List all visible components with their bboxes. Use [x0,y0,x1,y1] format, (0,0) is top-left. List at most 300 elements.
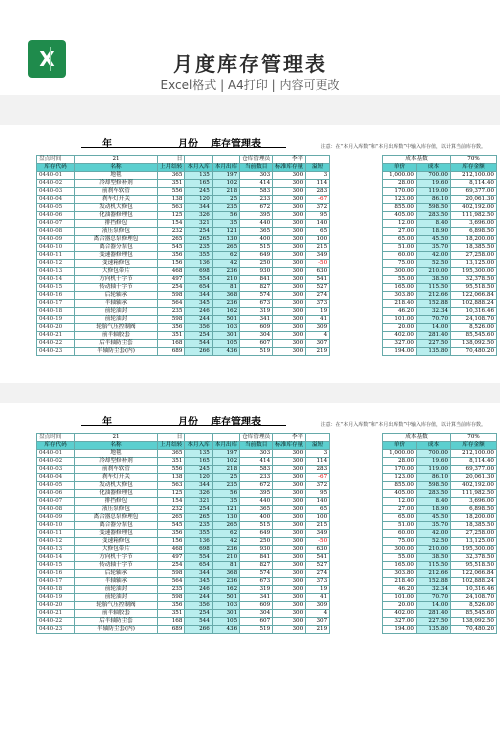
table-cell[interactable]: 300 [273,474,306,482]
table-cell[interactable]: 300 [273,546,306,554]
table-cell[interactable]: 0440-01 [37,450,75,458]
table-cell[interactable]: 344 [185,292,212,300]
table-cell[interactable]: 变速箱修包 [75,260,158,268]
cost-cell[interactable]: 38.50 [417,554,451,562]
cost-cell[interactable]: 18,200.00 [451,236,497,244]
table-cell[interactable]: 方向机十字节 [75,554,158,562]
table-cell[interactable]: 300 [273,188,306,196]
table-cell[interactable]: 235 [212,204,239,212]
cost-cell[interactable]: 402.00 [383,332,417,340]
cost-cell[interactable]: 855.00 [383,204,417,212]
table-cell[interactable]: 414 [240,458,273,466]
table-cell[interactable]: 19 [306,586,330,594]
cost-cell[interactable]: 123.00 [383,474,417,482]
table-cell[interactable]: 233 [240,196,273,204]
table-cell[interactable]: 501 [212,316,239,324]
cost-cell[interactable]: 303.80 [383,292,417,300]
cost-cell[interactable]: 32.34 [417,308,451,316]
table-cell[interactable]: 0440-21 [37,332,75,340]
cost-cell[interactable]: 55.00 [383,554,417,562]
table-cell[interactable]: 215 [306,522,330,530]
table-cell[interactable]: 300 [273,594,306,602]
cost-cell[interactable]: 8,526.00 [451,602,497,610]
table-cell[interactable]: 135 [185,172,212,180]
table-cell[interactable]: 344 [185,482,212,490]
table-cell[interactable]: 冷却型修补剂 [75,180,158,188]
table-cell[interactable]: 598 [158,292,185,300]
table-cell[interactable]: 673 [240,578,273,586]
table-cell[interactable]: 0440-20 [37,602,75,610]
cost-cell[interactable]: 227.50 [417,340,451,348]
table-cell[interactable]: 356 [158,602,185,610]
table-cell[interactable]: 607 [240,618,273,626]
table-cell[interactable]: 114 [306,458,330,466]
cost-cell[interactable]: 281.40 [417,610,451,618]
cost-cell[interactable]: 12.00 [383,220,417,228]
cost-cell[interactable]: 70.70 [417,316,451,324]
table-cell[interactable]: 265 [212,522,239,530]
cost-cell[interactable]: 300.00 [383,268,417,276]
table-cell[interactable]: 349 [306,252,330,260]
table-cell[interactable]: 235 [212,482,239,490]
table-cell[interactable]: 0440-02 [37,180,75,188]
table-cell[interactable]: 244 [185,594,212,602]
table-cell[interactable]: 300 [273,268,306,276]
table-cell[interactable]: 274 [306,570,330,578]
table-cell[interactable]: 变速箱修包 [75,538,158,546]
table-cell[interactable]: 300 [273,458,306,466]
table-cell[interactable]: 300 [273,236,306,244]
table-cell[interactable]: 250 [240,260,273,268]
table-cell[interactable]: 300 [273,316,306,324]
table-cell[interactable]: 前半轴胶套 [75,610,158,618]
table-cell[interactable]: 0440-18 [37,308,75,316]
table-cell[interactable]: 前刹车软管 [75,188,158,196]
table-cell[interactable]: 62 [212,252,239,260]
table-cell[interactable]: 583 [240,188,273,196]
cost-cell[interactable]: 6,898.50 [451,506,497,514]
table-cell[interactable]: 283 [306,188,330,196]
table-cell[interactable]: 0440-07 [37,498,75,506]
cost-cell[interactable]: 135.80 [417,348,451,356]
cost-cell[interactable]: 32,378.50 [451,554,497,562]
table-cell[interactable]: 235 [185,244,212,252]
table-cell[interactable]: 545 [158,244,185,252]
table-cell[interactable]: 传动轴十字节 [75,284,158,292]
table-cell[interactable]: 0440-20 [37,324,75,332]
table-cell[interactable]: 25 [212,474,239,482]
table-cell[interactable]: 351 [158,458,185,466]
table-cell[interactable]: 254 [158,562,185,570]
table-cell[interactable]: 排挡修包 [75,498,158,506]
cost-cell[interactable]: 210.00 [417,546,451,554]
table-cell[interactable]: 254 [185,332,212,340]
table-cell[interactable]: 544 [185,618,212,626]
table-cell[interactable]: 556 [158,188,185,196]
table-cell[interactable]: 527 [306,562,330,570]
table-cell[interactable]: 95 [306,212,330,220]
table-cell[interactable]: 373 [306,300,330,308]
cost-cell[interactable]: 212,100.00 [451,172,497,180]
table-cell[interactable]: 544 [185,340,212,348]
table-cell[interactable]: 654 [185,562,212,570]
cost-cell[interactable]: 855.00 [383,482,417,490]
table-cell[interactable]: 102 [212,180,239,188]
table-cell[interactable]: 365 [240,228,273,236]
table-cell[interactable]: 300 [273,610,306,618]
table-cell[interactable]: 300 [273,348,306,356]
table-cell[interactable]: 254 [158,284,185,292]
table-cell[interactable]: 351 [158,332,185,340]
cost-cell[interactable]: 152.88 [417,578,451,586]
table-cell[interactable]: 300 [273,450,306,458]
table-cell[interactable]: 300 [273,308,306,316]
table-cell[interactable]: 301 [212,610,239,618]
table-cell[interactable]: 0440-04 [37,474,75,482]
table-cell[interactable]: 218 [212,188,239,196]
table-cell[interactable]: 672 [240,482,273,490]
table-cell[interactable]: 方向机十字节 [75,276,158,284]
table-cell[interactable]: 25 [212,196,239,204]
table-cell[interactable]: 219 [306,626,330,634]
cost-cell[interactable]: 119.00 [417,188,451,196]
table-cell[interactable]: 300 [273,260,306,268]
table-cell[interactable]: 365 [240,506,273,514]
table-cell[interactable]: 56 [212,212,239,220]
info-cell[interactable] [306,156,330,164]
table-cell[interactable]: 672 [240,204,273,212]
cost-cell[interactable]: 101.00 [383,594,417,602]
table-cell[interactable]: 232 [158,228,185,236]
table-cell[interactable]: 254 [185,506,212,514]
table-cell[interactable]: 609 [240,324,273,332]
table-cell[interactable]: 274 [306,292,330,300]
table-cell[interactable]: 4 [306,610,330,618]
table-cell[interactable]: 265 [158,514,185,522]
table-cell[interactable]: 300 [273,626,306,634]
cost-cell[interactable]: 24,108.70 [451,316,497,324]
cost-cell[interactable]: 111,982.50 [451,490,497,498]
cost-cell[interactable]: 138,092.50 [451,340,497,348]
table-cell[interactable]: 673 [240,300,273,308]
table-cell[interactable]: 355 [185,530,212,538]
table-cell[interactable]: 368 [212,292,239,300]
table-cell[interactable]: 440 [240,220,273,228]
cost-cell[interactable]: 212.66 [417,570,451,578]
cost-cell[interactable]: 598.50 [417,482,451,490]
table-cell[interactable]: 345 [185,300,212,308]
table-cell[interactable]: 300 [273,522,306,530]
cost-cell[interactable]: 10,316.46 [451,586,497,594]
cost-cell[interactable]: 52.50 [417,538,451,546]
cost-cell[interactable]: 51.00 [383,244,417,252]
table-cell[interactable]: 3 [306,450,330,458]
cost-cell[interactable]: 700.00 [417,172,451,180]
cost-cell[interactable]: 75.00 [383,538,417,546]
cost-cell[interactable]: 218.40 [383,578,417,586]
info-cell[interactable]: 仓库管理员 [240,434,273,442]
table-cell[interactable]: 138 [158,474,185,482]
table-cell[interactable]: 0440-16 [37,292,75,300]
table-cell[interactable]: 930 [240,268,273,276]
table-cell[interactable]: 698 [185,268,212,276]
table-cell[interactable]: 3 [306,172,330,180]
table-cell[interactable]: 197 [212,450,239,458]
table-cell[interactable]: 232 [158,506,185,514]
table-cell[interactable]: 300 [273,538,306,546]
table-cell[interactable]: 355 [185,252,212,260]
table-cell[interactable]: 地毯 [75,450,158,458]
table-cell[interactable]: 303 [240,172,273,180]
cost-cell[interactable]: 35.70 [417,522,451,530]
table-cell[interactable]: 56 [212,490,239,498]
table-cell[interactable]: 235 [158,308,185,316]
table-cell[interactable]: 607 [240,340,273,348]
cost-cell[interactable]: 218.40 [383,300,417,308]
cost-cell[interactable]: 283.50 [417,212,451,220]
cost-cell[interactable]: 8.40 [417,220,451,228]
table-cell[interactable]: 0440-14 [37,554,75,562]
table-cell[interactable]: 254 [185,228,212,236]
table-cell[interactable]: 130 [212,236,239,244]
table-cell[interactable]: 前半轴胶套 [75,332,158,340]
cost-cell[interactable]: 18.90 [417,228,451,236]
cost-cell[interactable]: 32,378.50 [451,276,497,284]
cost-cell[interactable]: 20,061.30 [451,196,497,204]
table-cell[interactable]: 半轴防尘套(内) [75,626,158,634]
table-cell[interactable]: 630 [306,546,330,554]
table-cell[interactable]: 372 [306,204,330,212]
table-cell[interactable]: -50 [306,260,330,268]
table-cell[interactable]: 传动轴十字节 [75,562,158,570]
table-cell[interactable]: 841 [240,554,273,562]
table-cell[interactable]: 300 [273,324,306,332]
cost-cell[interactable]: 85,545.60 [451,610,497,618]
table-cell[interactable]: 半轴轴承 [75,578,158,586]
cost-cell[interactable]: 13,125.00 [451,260,497,268]
table-cell[interactable]: 219 [306,348,330,356]
table-cell[interactable]: 121 [212,228,239,236]
table-cell[interactable]: 发动机大修包 [75,204,158,212]
table-cell[interactable]: 0440-18 [37,586,75,594]
cost-cell[interactable]: 8,114.40 [451,180,497,188]
table-cell[interactable]: 300 [273,570,306,578]
info-cell[interactable] [185,156,212,164]
table-cell[interactable]: 468 [158,268,185,276]
cost-cell[interactable]: 700.00 [417,450,451,458]
table-cell[interactable]: 离合器分泵包 [75,244,158,252]
table-cell[interactable]: 300 [273,220,306,228]
cost-cell[interactable]: 18,385.50 [451,244,497,252]
table-cell[interactable]: 554 [185,276,212,284]
table-cell[interactable]: 609 [240,602,273,610]
table-cell[interactable]: 497 [158,276,185,284]
table-cell[interactable]: 436 [212,348,239,356]
cost-cell[interactable]: 6,898.50 [451,228,497,236]
cost-cell[interactable]: 212,100.00 [451,450,497,458]
table-cell[interactable]: 368 [212,570,239,578]
table-cell[interactable]: 0440-05 [37,204,75,212]
table-cell[interactable]: 300 [273,276,306,284]
info-cell[interactable] [212,156,239,164]
table-cell[interactable]: 827 [240,284,273,292]
table-cell[interactable]: 0440-17 [37,578,75,586]
table-cell[interactable]: 168 [158,618,185,626]
cost-cell[interactable]: 20.00 [383,602,417,610]
cost-cell[interactable]: 70,480.20 [451,626,497,634]
table-cell[interactable]: 变速器修理包 [75,530,158,538]
table-cell[interactable]: 168 [158,340,185,348]
table-cell[interactable]: 前刹车软管 [75,466,158,474]
table-cell[interactable]: 300 [273,284,306,292]
table-cell[interactable]: 307 [306,340,330,348]
table-cell[interactable]: 0440-17 [37,300,75,308]
cost-cell[interactable]: 152.88 [417,300,451,308]
table-cell[interactable]: 356 [185,324,212,332]
cost-cell[interactable]: 19.60 [417,458,451,466]
table-cell[interactable]: 689 [158,626,185,634]
table-cell[interactable]: 0440-11 [37,530,75,538]
table-cell[interactable]: 554 [185,554,212,562]
table-cell[interactable]: 4 [306,332,330,340]
table-cell[interactable]: 136 [185,538,212,546]
cost-cell[interactable]: 45.50 [417,236,451,244]
table-cell[interactable]: 365 [158,450,185,458]
table-cell[interactable]: 649 [240,252,273,260]
cost-cell[interactable]: 1,000.00 [383,450,417,458]
cost-cell[interactable]: 32.34 [417,586,451,594]
table-cell[interactable]: 0440-12 [37,260,75,268]
table-cell[interactable]: -67 [306,196,330,204]
table-cell[interactable]: 527 [306,284,330,292]
table-cell[interactable]: 后半轴防尘套 [75,340,158,348]
table-cell[interactable]: 395 [240,490,273,498]
cost-cell[interactable]: 10,316.46 [451,308,497,316]
table-cell[interactable]: 300 [273,586,306,594]
table-cell[interactable]: 0440-16 [37,570,75,578]
table-cell[interactable]: 300 [273,332,306,340]
table-cell[interactable]: 373 [306,578,330,586]
cost-cell[interactable]: 14.00 [417,324,451,332]
table-cell[interactable]: 356 [185,602,212,610]
cost-cell[interactable]: 24,108.70 [451,594,497,602]
table-cell[interactable]: 698 [185,546,212,554]
cost-cell[interactable]: 212.66 [417,292,451,300]
table-cell[interactable]: 300 [273,466,306,474]
table-cell[interactable]: 326 [185,490,212,498]
table-cell[interactable]: 304 [240,610,273,618]
cost-cell[interactable]: 42.00 [417,252,451,260]
cost-cell[interactable]: 69,377.00 [451,466,497,474]
table-cell[interactable]: 468 [158,546,185,554]
cost-cell[interactable]: 18,385.50 [451,522,497,530]
table-cell[interactable]: 245 [185,188,212,196]
table-cell[interactable]: 300 [273,618,306,626]
table-cell[interactable]: 300 [273,292,306,300]
cost-cell[interactable]: 111,982.50 [451,212,497,220]
table-cell[interactable]: 266 [185,626,212,634]
table-cell[interactable]: 0440-09 [37,236,75,244]
table-cell[interactable]: 120 [185,474,212,482]
cost-cell[interactable]: 327.00 [383,618,417,626]
cost-cell[interactable]: 405.00 [383,212,417,220]
table-cell[interactable]: 300 [273,506,306,514]
cost-cell[interactable]: 135.80 [417,626,451,634]
table-cell[interactable]: 135 [185,450,212,458]
table-cell[interactable]: 136 [185,260,212,268]
table-cell[interactable]: 41 [306,316,330,324]
cost-cell[interactable]: 227.50 [417,618,451,626]
table-cell[interactable]: 冷却型修补剂 [75,458,158,466]
cost-cell[interactable]: 300.00 [383,546,417,554]
cost-cell[interactable]: 165.00 [383,284,417,292]
table-cell[interactable]: 0440-11 [37,252,75,260]
table-cell[interactable]: 303 [240,450,273,458]
table-cell[interactable]: 300 [273,490,306,498]
table-cell[interactable]: 440 [240,498,273,506]
table-cell[interactable]: 0440-10 [37,244,75,252]
table-cell[interactable]: 564 [158,578,185,586]
table-cell[interactable]: 210 [212,276,239,284]
cost-cell[interactable]: 138,092.50 [451,618,497,626]
table-cell[interactable]: 42 [212,538,239,546]
cost-cell[interactable]: 194.00 [383,348,417,356]
table-cell[interactable]: 300 [273,554,306,562]
cost-cell[interactable]: 195,300.00 [451,546,497,554]
table-cell[interactable]: 344 [185,204,212,212]
table-cell[interactable]: 519 [240,626,273,634]
table-cell[interactable]: 后轮轴承 [75,292,158,300]
info-cell[interactable] [212,434,239,442]
table-cell[interactable]: 0440-19 [37,316,75,324]
table-cell[interactable]: 0440-23 [37,626,75,634]
cost-base-value[interactable]: 70% [451,434,497,442]
table-cell[interactable]: 233 [240,474,273,482]
table-cell[interactable]: 0440-21 [37,610,75,618]
cost-cell[interactable]: 19.60 [417,180,451,188]
table-cell[interactable]: 197 [212,172,239,180]
table-cell[interactable]: 0440-07 [37,220,75,228]
table-cell[interactable]: 162 [212,308,239,316]
table-cell[interactable]: 300 [273,530,306,538]
cost-cell[interactable]: 119.00 [417,466,451,474]
table-cell[interactable]: 300 [273,602,306,610]
cost-cell[interactable]: 85,545.60 [451,332,497,340]
table-cell[interactable]: 65 [306,228,330,236]
cost-cell[interactable]: 303.80 [383,570,417,578]
table-cell[interactable]: 液压泵修包 [75,228,158,236]
table-cell[interactable]: 300 [273,482,306,490]
table-cell[interactable]: 541 [306,554,330,562]
info-cell[interactable]: 盘点时间 [37,156,75,164]
cost-cell[interactable]: 12.00 [383,498,417,506]
table-cell[interactable]: 574 [240,570,273,578]
table-cell[interactable]: 62 [212,530,239,538]
cost-cell[interactable]: 283.50 [417,490,451,498]
table-cell[interactable]: 103 [212,324,239,332]
table-cell[interactable]: 515 [240,522,273,530]
table-cell[interactable]: 400 [240,514,273,522]
table-cell[interactable]: 266 [185,348,212,356]
table-cell[interactable]: 307 [306,618,330,626]
table-cell[interactable]: 前轮油封 [75,586,158,594]
table-cell[interactable]: 154 [158,220,185,228]
table-cell[interactable]: 0440-02 [37,458,75,466]
table-cell[interactable]: 436 [212,626,239,634]
cost-cell[interactable]: 55.00 [383,276,417,284]
info-cell[interactable]: 日 [158,156,185,164]
table-cell[interactable]: 309 [306,324,330,332]
